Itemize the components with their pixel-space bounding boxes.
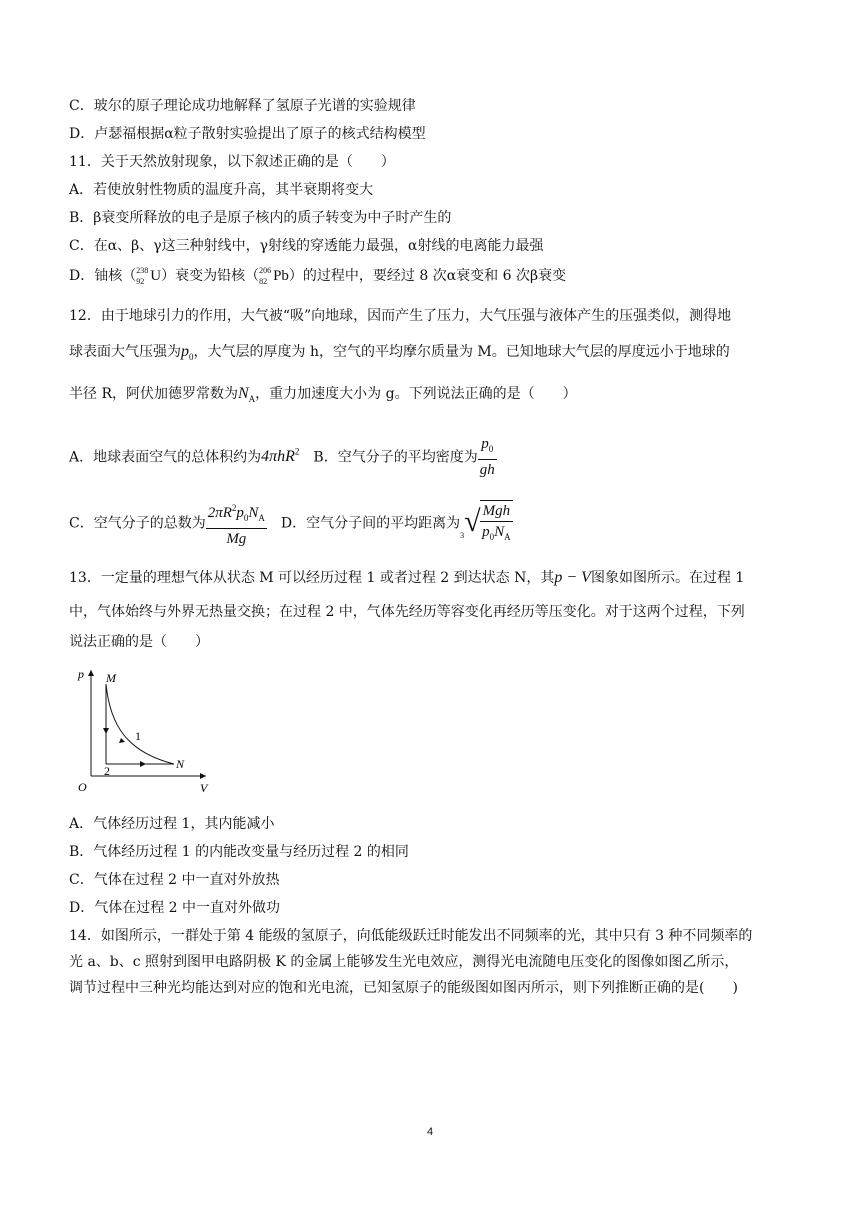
density-fraction: $\frac{p_0}{gh}$ <box>479 436 495 479</box>
option-11a: A．若使放射性物质的温度升高，其半衰期将变大 <box>69 182 374 198</box>
question-13-line-1: 13．一定量的理想气体从状态 M 可以经历过程 1 或者过程 2 到达状态 N，其p − V图象如图所示。在过程 1 <box>69 569 745 586</box>
option-12a-12b: A．地球表面空气的总体积约为4πhR$^2$ B．空气分子的平均密度为 $\frac{p_0}{gh}$ <box>69 436 495 479</box>
question-12-line-1: 12．由于地球引力的作用，大气被“吸”向地球，因而产生了压力，大气压强与液体产生的压强类似，测得地 <box>69 308 732 324</box>
question-12-line-2: 球表面大气压强为$p_0$，大气层的厚度为 h，空气的平均摩尔质量为 M。已知地球大气层的厚度远小于地球的 <box>69 343 730 363</box>
arrow-process-2-down <box>103 728 109 734</box>
process-1-curve <box>106 684 174 764</box>
question-14-line-3: 调节过程中三种光均能达到对应的饱和光电流，已知氢原子的能级图如图丙所示，则下列推断正确的是( ) <box>69 980 738 996</box>
option-11c: C．在α、β、γ这三种射线中，γ射线的穿透能力最强，α射线的电离能力最强 <box>69 238 544 254</box>
option-11b: B．β衰变所释放的电子是原子核内的质子转变为中子时产生的 <box>69 210 452 226</box>
count-fraction: $\frac{2\pi R^2p_0N_A}{Mg}$ <box>206 498 267 549</box>
question-12-line-3: 半径 R，阿伏加德罗常数为$N_A$，重力加速度大小为 g。下列说法正确的是（ ） <box>69 385 577 405</box>
arrow-process-2-right <box>140 761 146 767</box>
question-13-line-2: 中，气体始终与外界无热量交换；在过程 2 中，气体先经历等容变化再经历等压变化。对于这两个过程，下列 <box>69 604 745 620</box>
option-10c: C．玻尔的原子理论成功地解释了氢原子光谱的实验规律 <box>69 98 416 114</box>
question-14-line-1: 14．如图所示，一群处于第 4 能级的氢原子，向低能级跃迁时能发出不同频率的光，其中只有 3 种不同频率的 <box>69 928 753 944</box>
question-11: 11．关于天然放射现象，以下叙述正确的是（ ） <box>69 154 395 170</box>
option-13d: D．气体在过程 2 中一直对外做功 <box>69 900 281 916</box>
arrow-process-1 <box>119 738 125 743</box>
option-10d: D．卢瑟福根据α粒子散射实验提出了原子的核式结构模型 <box>69 126 426 142</box>
option-11d: D．铀核（ 238 92 U）衰变为铅核（ 206 82 Pb）的过程中，要经过 8 次α衰变和 6 次β衰变 <box>69 266 567 286</box>
question-13-line-3: 说法正确的是（ ） <box>69 634 209 650</box>
lead-isotope-prefix: 206 82 <box>259 266 272 286</box>
page-number: 4 <box>426 1126 434 1138</box>
state-n-label: N <box>176 757 185 771</box>
option-12c-12d: C．空气分子的总数为 $\frac{2\pi R^2p_0N_A}{Mg}$ D．空气分子间的平均距离为 3 √ $\frac{\text{Mgh}}{p_0N_A}$ <box>69 498 513 549</box>
option-13a: A．气体经历过程 1，其内能减小 <box>69 816 275 832</box>
question-14-line-2: 光 a、b、c 照射到图甲电路阴极 K 的金属上能够发生光电效应，测得光电流随电压变化的图像如图乙所示， <box>69 954 739 970</box>
process-2-label: 2 <box>104 764 110 778</box>
p-axis-label: p <box>78 667 84 681</box>
pv-diagram <box>74 664 214 798</box>
process-1-label: 1 <box>135 729 141 743</box>
v-axis-label: V <box>200 781 208 795</box>
option-13c: C．气体在过程 2 中一直对外放热 <box>69 872 280 888</box>
cube-root: 3 √ $\frac{\text{Mgh}}{p_0N_A}$ <box>460 500 513 547</box>
state-m-label: M <box>106 671 116 685</box>
origin-label: O <box>78 780 87 794</box>
uranium-isotope-prefix: 238 92 <box>136 266 149 286</box>
option-13b: B．气体经历过程 1 的内能改变量与经历过程 2 的相同 <box>69 844 409 860</box>
